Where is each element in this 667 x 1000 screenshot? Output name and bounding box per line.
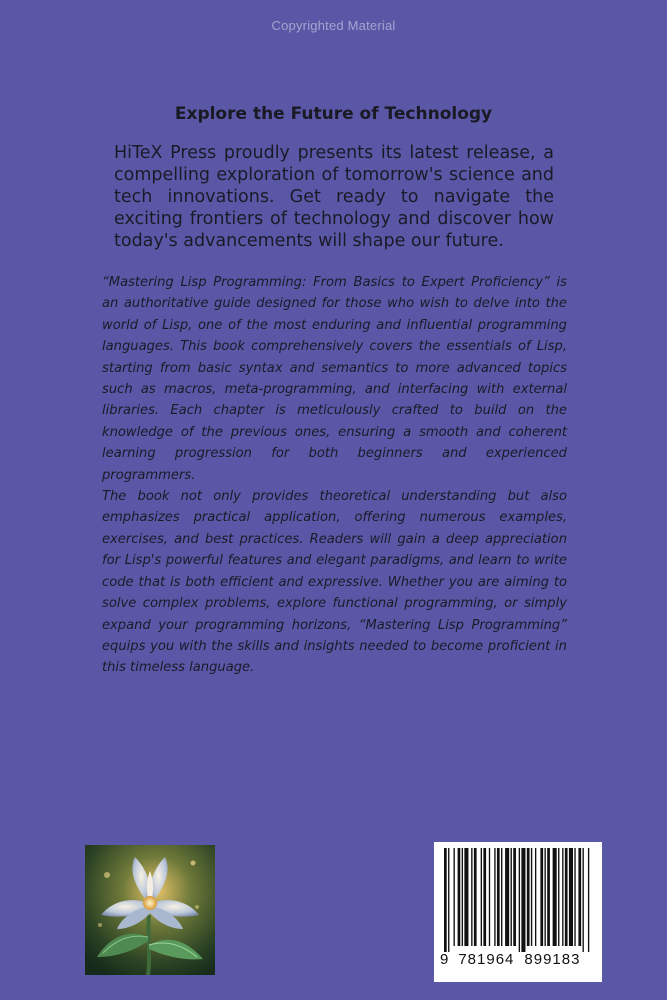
barcode-bar bbox=[569, 848, 573, 946]
barcode-bar bbox=[547, 848, 550, 946]
barcode-bar bbox=[462, 848, 463, 946]
barcode-bar bbox=[588, 848, 589, 952]
barcode-bar bbox=[558, 848, 559, 946]
barcode-bar bbox=[574, 848, 575, 946]
barcode-bar bbox=[505, 848, 509, 946]
barcode-bar bbox=[454, 848, 455, 946]
book-description bbox=[102, 272, 567, 679]
description-paragraph-2: The book not only provides theoretical understanding but also emphasizes practical application, offering numerous examples, exercises, and best practices. Readers will gain a deep appreciation for Lisp's powerful features and elegant paradigms, and learn to write code that is both efficient and expressive. Whether you are aiming to solve complex problems, explore functional programming, or simply expand your programming horizons, “Mastering Lisp Programming” equips you with the skills and insights needed to become proficient in this timeless language. bbox=[102, 489, 567, 676]
description-paragraph-1: “Mastering Lisp Programming: From Basics to Expert Proficiency” is an authoritative guide designed for those who wish to delve into the world of Lisp, one of the most enduring and influential programming languages. This book comprehensively covers the essentials of Lisp, starting from basic syntax and semantics to more advanced topics such as macros, meta-programming, and interfacing with external libraries. Each chapter is meticulously crafted to build on the knowledge of the previous ones, ensuring a smooth and coherent learning progression for both beginners and experienced programmers. bbox=[102, 275, 567, 483]
barcode-bar bbox=[474, 848, 477, 946]
barcode-bar bbox=[553, 848, 557, 946]
barcode-bar bbox=[489, 848, 490, 946]
barcode-bar bbox=[540, 848, 543, 946]
barcode-bar bbox=[458, 848, 461, 946]
barcode-bar bbox=[471, 848, 472, 946]
barcode-bar bbox=[513, 848, 516, 946]
barcode-bar bbox=[565, 848, 568, 946]
cover-heading: Explore the Future of Technology bbox=[174, 104, 493, 124]
barcode-bar bbox=[583, 848, 584, 952]
isbn-group-2: 899183 bbox=[524, 951, 581, 968]
barcode-bar bbox=[497, 848, 500, 946]
barcode-bar bbox=[521, 848, 525, 952]
barcode-bar bbox=[562, 848, 563, 946]
barcode-bar bbox=[531, 848, 532, 946]
isbn-digits bbox=[440, 951, 596, 968]
isbn-group-1: 781964 bbox=[458, 951, 515, 968]
barcode-bar bbox=[481, 848, 482, 946]
barcode-bar bbox=[535, 848, 536, 946]
barcode-bar bbox=[501, 848, 502, 946]
intro-paragraph: HiTeX Press proudly presents its latest release, a compelling exploration of tomorrow's science and tech innovations. Get ready to navigate the exciting frontiers of technology and discover how today's advancements will shape our future. bbox=[114, 143, 554, 251]
barcode-bar bbox=[578, 848, 581, 946]
barcode-bars bbox=[444, 848, 592, 952]
barcode-bar bbox=[444, 848, 447, 952]
barcode-bar bbox=[464, 848, 468, 946]
isbn-first-digit: 9 bbox=[440, 951, 449, 968]
barcode-bar bbox=[494, 848, 495, 946]
isbn-barcode bbox=[434, 842, 602, 982]
watermark: Copyrighted Material bbox=[271, 18, 396, 33]
barcode-bar bbox=[519, 848, 520, 952]
flower-illustration bbox=[85, 845, 215, 975]
barcode-bar bbox=[448, 848, 449, 952]
barcode-bar bbox=[544, 848, 545, 946]
barcode-bar bbox=[527, 848, 530, 946]
barcode-bar bbox=[511, 848, 512, 946]
barcode-bar bbox=[483, 848, 486, 946]
